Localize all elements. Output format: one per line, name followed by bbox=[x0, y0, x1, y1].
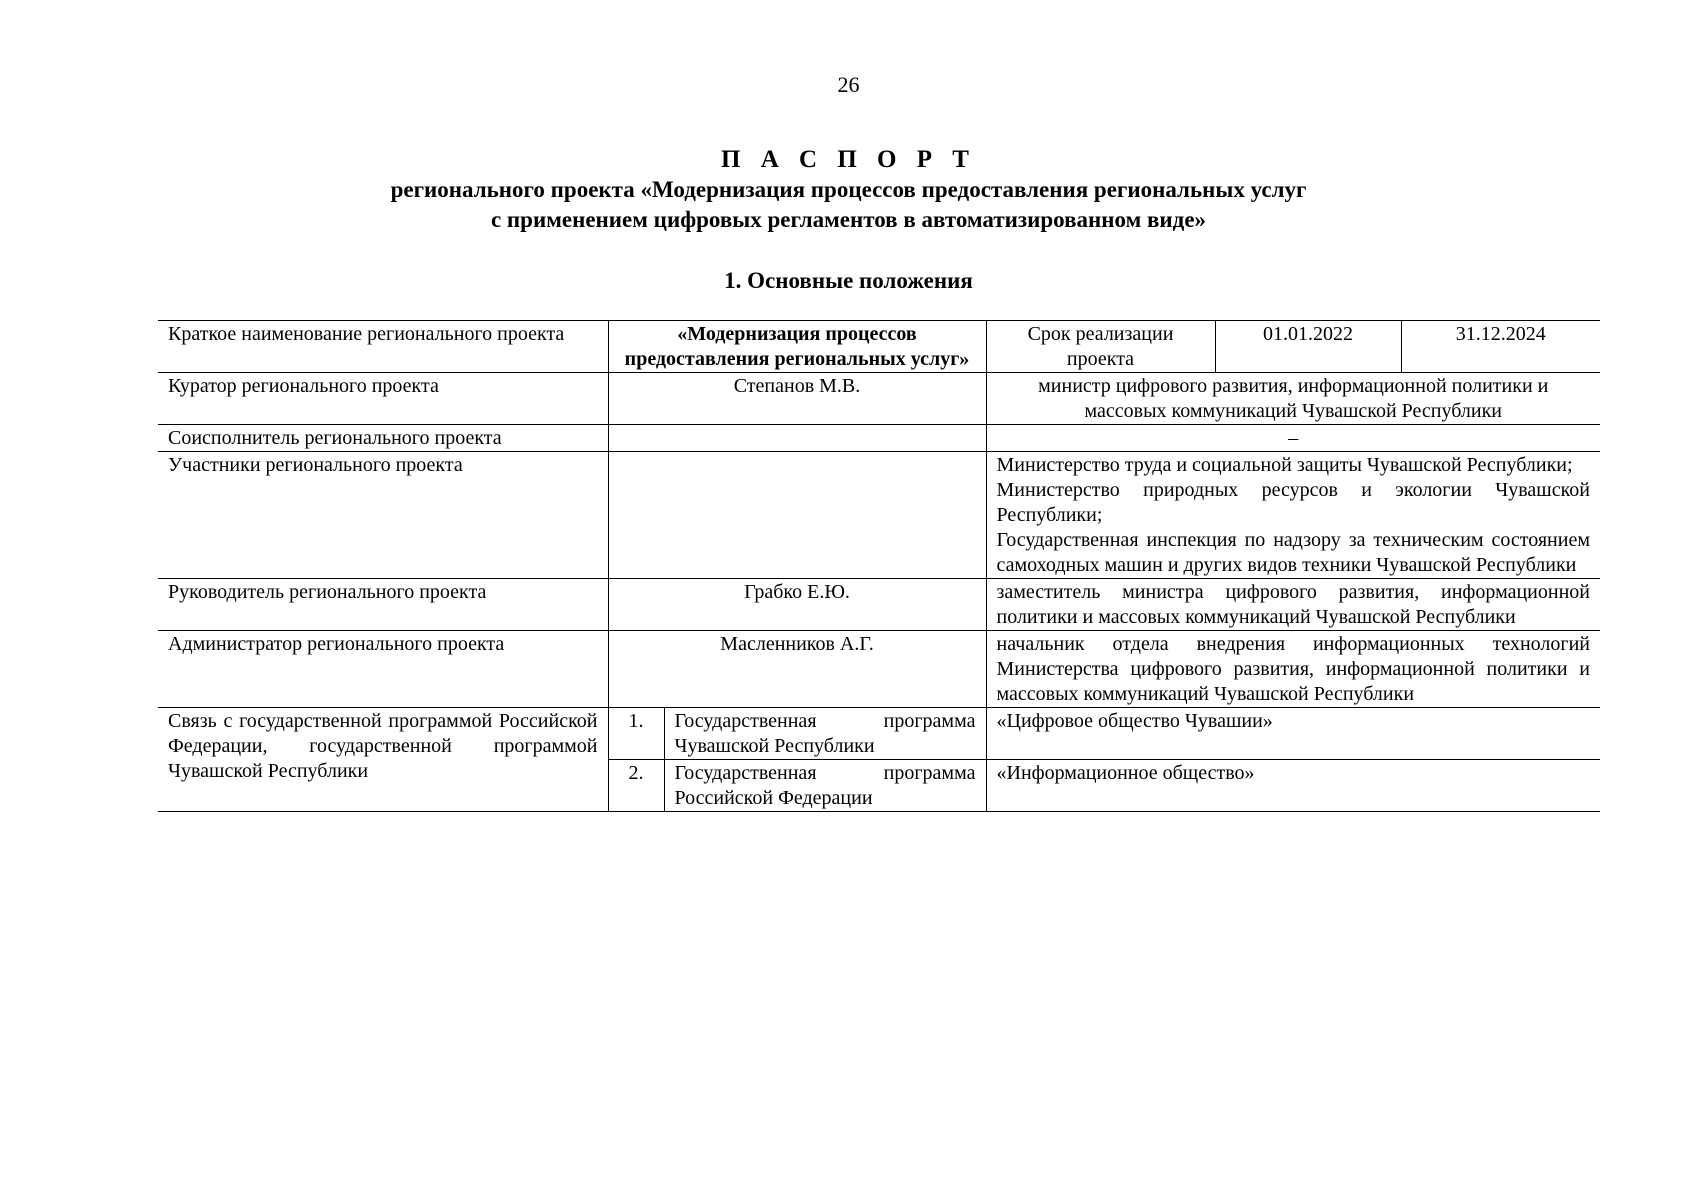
link-label: Связь с государственной программой Российской Федерации, государственной программой Чувашской Республики bbox=[158, 708, 608, 812]
title-block bbox=[0, 145, 1697, 235]
coexecutor-name bbox=[608, 425, 986, 452]
program-number: 2. bbox=[608, 760, 664, 812]
coexecutor-label: Соисполнитель регионального проекта bbox=[158, 425, 608, 452]
term-end: 31.12.2024 bbox=[1401, 321, 1600, 373]
participants-name bbox=[608, 452, 986, 579]
program-type: Государственная программа Российской Федерации bbox=[664, 760, 986, 812]
participants-label: Участники регионального проекта bbox=[158, 452, 608, 579]
head-position: заместитель министра цифрового развития, информационной политики и массовых коммуникаций Чувашской Республики bbox=[986, 579, 1600, 631]
table-row-short-name bbox=[158, 321, 1600, 373]
program-name: «Цифровое общество Чувашии» bbox=[986, 708, 1600, 760]
term-start: 01.01.2022 bbox=[1215, 321, 1401, 373]
passport-table bbox=[158, 320, 1600, 812]
program-name: «Информационное общество» bbox=[986, 760, 1600, 812]
page-number: 26 bbox=[837, 72, 860, 97]
curator-position: министр цифрового развития, информационной политики и массовых коммуникаций Чувашской Республики bbox=[986, 373, 1600, 425]
head-label: Руководитель регионального проекта bbox=[158, 579, 608, 631]
participant-item: Государственная инспекция по надзору за техническим состоянием самоходных машин и других видов техники Чувашской Республики bbox=[996, 529, 1590, 576]
participant-item: Министерство природных ресурсов и экологии Чувашской Республики; bbox=[996, 479, 1590, 526]
table-row-curator bbox=[158, 373, 1600, 425]
admin-position: начальник отдела внедрения информационных технологий Министерства цифрового развития, информационной политики и массовых коммуникаций Чувашской Республики bbox=[986, 631, 1600, 708]
short-name-value: «Модернизация процессов предоставления региональных услуг» bbox=[608, 321, 986, 373]
table-row-program-1 bbox=[158, 708, 1600, 760]
participant-item: Министерство труда и социальной защиты Чувашской Республики; bbox=[996, 454, 1573, 476]
program-type: Государственная программа Чувашской Республики bbox=[664, 708, 986, 760]
admin-label: Администратор регионального проекта bbox=[158, 631, 608, 708]
document-title: П А С П О Р Т bbox=[721, 146, 976, 173]
table-row-admin bbox=[158, 631, 1600, 708]
table-row-participants bbox=[158, 452, 1600, 579]
coexecutor-value: – bbox=[986, 425, 1600, 452]
participants-list bbox=[986, 452, 1600, 579]
document-subtitle-line-1: регионального проекта «Модернизация процессов предоставления региональных услуг bbox=[390, 177, 1307, 202]
admin-name: Масленников А.Г. bbox=[608, 631, 986, 708]
table-row-head bbox=[158, 579, 1600, 631]
curator-name: Степанов М.В. bbox=[608, 373, 986, 425]
program-number: 1. bbox=[608, 708, 664, 760]
document-subtitle-line-2: с применением цифровых регламентов в автоматизированном виде» bbox=[490, 207, 1207, 232]
section-heading: 1. Основные положения bbox=[724, 268, 973, 293]
short-name-label: Краткое наименование регионального проекта bbox=[158, 321, 608, 373]
curator-label: Куратор регионального проекта bbox=[158, 373, 608, 425]
table-row-coexecutor bbox=[158, 425, 1600, 452]
term-label: Срок реализации проекта bbox=[986, 321, 1215, 373]
head-name: Грабко Е.Ю. bbox=[608, 579, 986, 631]
